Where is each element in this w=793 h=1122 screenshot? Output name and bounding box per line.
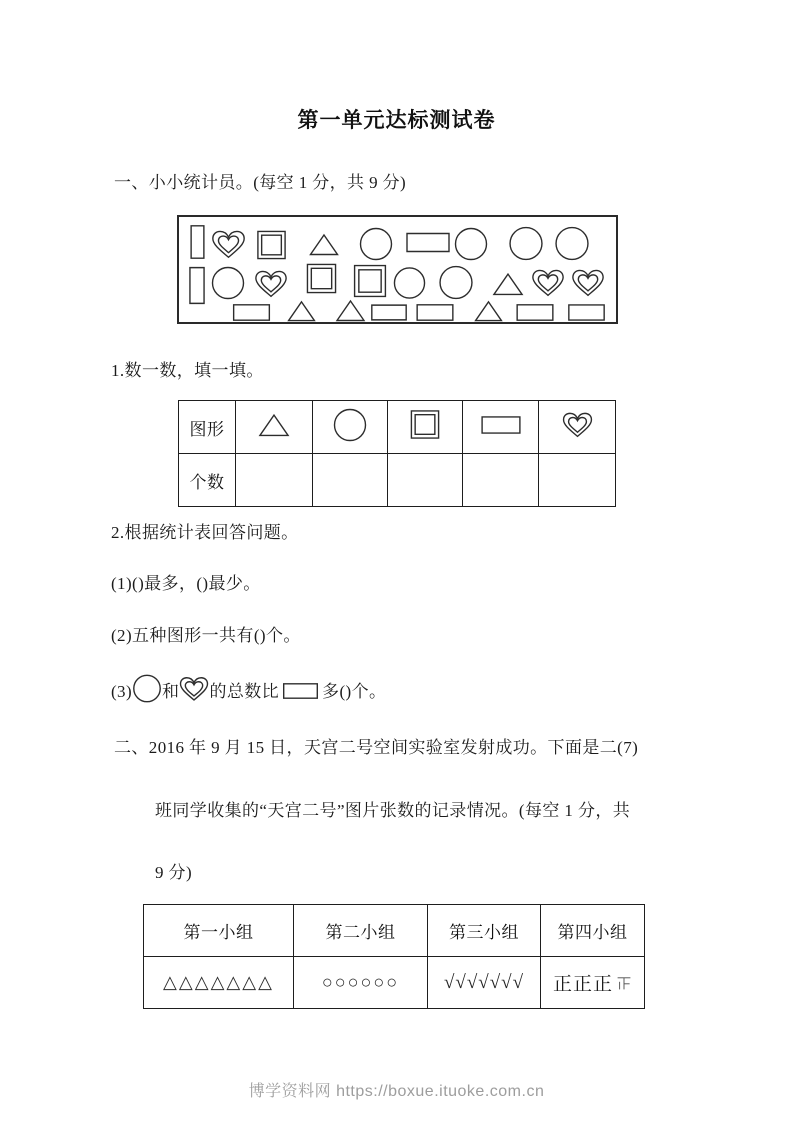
sub3-mid: 的总数比 <box>209 682 280 701</box>
shape-count-table <box>178 400 616 507</box>
triangle-shape <box>491 272 525 296</box>
stat-shape-cell-heart <box>539 401 616 454</box>
section2-line1: 二、2016 年 9 月 15 日，天宫二号空间实验室发射成功。下面是二(7) <box>114 738 639 757</box>
record-cell-group4 <box>541 957 645 1009</box>
stat-answer-blank-cell <box>388 454 463 507</box>
circle-shape <box>210 266 246 300</box>
triangle-shape <box>286 300 317 322</box>
vrect-shape <box>189 225 206 259</box>
stat-shape-cell-triangle <box>236 401 313 454</box>
triangle-shape <box>309 233 339 256</box>
circle-shape <box>508 226 544 261</box>
footer-link[interactable]: 博学资料网 https://boxue.ituoke.com.cn <box>248 1083 545 1100</box>
heart-shape <box>179 676 209 702</box>
circle-shape <box>438 265 474 300</box>
sub3-suffix: 多()个。 <box>322 682 387 701</box>
record-cell-group1: △△△△△△△ <box>144 957 294 1009</box>
sub-question-2: (2)五种图形一共有()个。 <box>111 626 301 645</box>
heart-shape <box>211 230 246 259</box>
square-shape <box>306 263 337 294</box>
vrect-shape <box>189 264 205 307</box>
heart-shape <box>254 270 288 298</box>
q2-label: 2.根据统计表回答问题。 <box>111 523 299 542</box>
rect-shape <box>279 683 322 699</box>
rect-shape <box>481 416 521 434</box>
square-shape <box>410 409 440 440</box>
stat-shape-cell-circle <box>313 401 388 454</box>
sub3-and: 和 <box>162 682 180 701</box>
rect-shape <box>513 304 557 321</box>
circle-shape <box>132 674 162 703</box>
circle-shape <box>554 226 590 261</box>
page-title: 第一单元达标测试卷 <box>297 109 496 132</box>
triangle-shape <box>473 300 504 322</box>
tally-marks: 正正正 <box>552 974 613 995</box>
record-cell-group2: ○○○○○○ <box>294 957 428 1009</box>
circle-shape <box>453 227 489 261</box>
record-header-group3: 第三小组 <box>428 905 541 957</box>
triangle-shape <box>334 299 367 322</box>
triangle-shape <box>258 413 290 437</box>
shapes-box <box>177 215 618 324</box>
rect-shape <box>406 231 450 254</box>
stat-answer-blank-cell <box>313 454 388 507</box>
heart-shape <box>571 269 605 297</box>
circle-shape <box>393 266 426 300</box>
circle-shape <box>358 227 394 261</box>
sub-question-3 <box>111 674 386 703</box>
record-header-group2: 第二小组 <box>294 905 428 957</box>
record-table <box>143 904 645 1009</box>
page-footer <box>0 1078 793 1101</box>
stat-row1-label: 图形 <box>179 401 236 454</box>
rect-shape <box>568 304 605 321</box>
stat-row2-label: 个数 <box>179 454 236 507</box>
record-header-group4: 第四小组 <box>541 905 645 957</box>
section2-line2: 班同学收集的“天宫二号”图片张数的记录情况。(每空 1 分，共 <box>155 801 631 820</box>
rect-shape <box>371 304 407 321</box>
stat-answer-blank-cell <box>539 454 616 507</box>
section2-line3: 9 分) <box>155 863 193 882</box>
stat-shape-cell-square <box>388 401 463 454</box>
stat-answer-blank-cell <box>236 454 313 507</box>
square-shape <box>256 230 287 260</box>
rect-shape <box>413 304 457 321</box>
circle-shape <box>332 408 368 442</box>
rect-shape <box>231 304 272 321</box>
sub-question-1: (1)()最多，()最少。 <box>111 574 261 593</box>
square-shape <box>353 264 387 298</box>
stat-shape-cell-rect <box>463 401 539 454</box>
heart-shape <box>562 412 593 438</box>
partial-tally-mark <box>616 975 632 991</box>
q1-label: 1.数一数，填一填。 <box>111 361 264 380</box>
record-header-group1: 第一小组 <box>144 905 294 957</box>
heart-shape <box>531 269 565 297</box>
record-cell-group3: √√√√√√√ <box>428 957 541 1009</box>
section1-heading: 一、小小统计员。(每空 1 分，共 9 分) <box>114 173 407 192</box>
sub3-prefix: (3) <box>111 682 133 701</box>
stat-answer-blank-cell <box>463 454 539 507</box>
